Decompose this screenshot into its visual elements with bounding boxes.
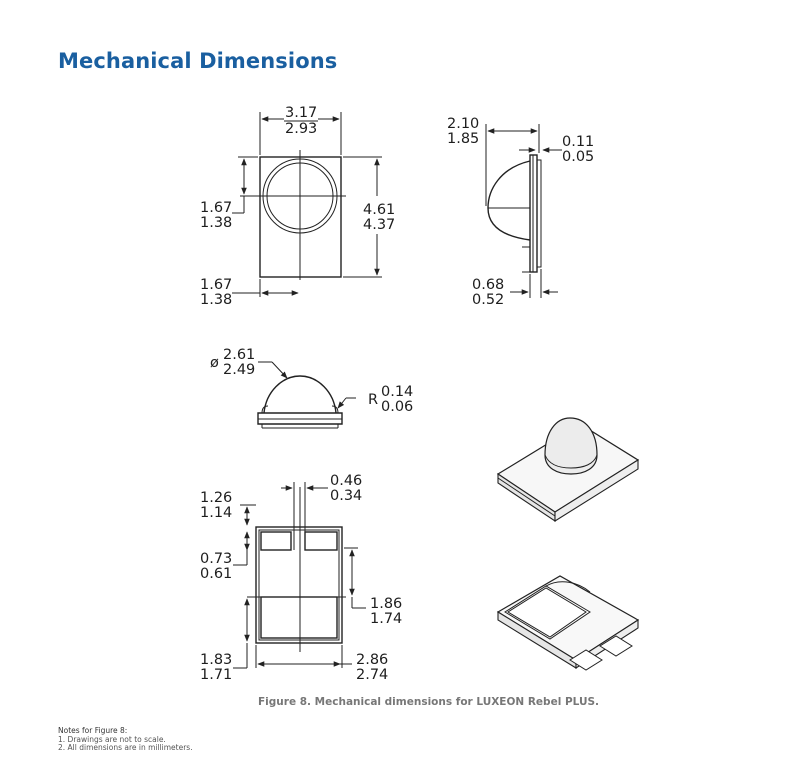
front-view xyxy=(210,347,413,428)
notes-heading: Notes for Figure 8: xyxy=(58,726,128,735)
front-diameter-max: 2.61 xyxy=(223,347,256,363)
side-offset-min: 0.05 xyxy=(562,149,595,165)
bottom-bottom-max: 1.83 xyxy=(200,652,233,668)
top-width-min: 2.93 xyxy=(285,121,318,137)
side-thickness-min: 0.52 xyxy=(472,292,505,308)
top-view xyxy=(200,105,395,308)
side-thickness-max: 0.68 xyxy=(472,277,505,293)
isometric-bottom-view xyxy=(498,576,638,670)
bottom-pad-right xyxy=(305,532,337,550)
side-offset-max: 0.11 xyxy=(562,134,595,150)
side-view xyxy=(447,116,594,308)
bottom-pad-height-min: 0.61 xyxy=(200,566,233,582)
bottom-gap-min: 0.34 xyxy=(330,488,363,504)
bottom-view xyxy=(200,473,402,683)
bottom-width-max: 2.86 xyxy=(356,652,389,668)
top-dome-x-max: 1.67 xyxy=(200,277,233,293)
front-radius-min: 0.06 xyxy=(381,399,414,415)
bottom-view-outline xyxy=(256,527,342,643)
bottom-pad-top-min: 1.14 xyxy=(200,505,233,521)
bottom-thermal-min: 1.74 xyxy=(370,611,403,627)
bottom-pad-left xyxy=(261,532,291,550)
side-overall-min: 1.85 xyxy=(447,131,480,147)
top-dome-x-min: 1.38 xyxy=(200,292,233,308)
front-radius-symbol: R xyxy=(368,392,379,408)
top-dome-y-max: 1.67 xyxy=(200,200,233,216)
page-title: Mechanical Dimensions xyxy=(58,49,338,73)
note-item: 1. Drawings are not to scale. xyxy=(58,734,166,744)
bottom-thermal-pad xyxy=(261,597,337,638)
note-item: 2. All dimensions are in millimeters. xyxy=(58,743,193,752)
bottom-thermal-max: 1.86 xyxy=(370,596,403,612)
bottom-gap-max: 0.46 xyxy=(330,473,363,489)
bottom-width-min: 2.74 xyxy=(356,667,389,683)
isometric-top-view xyxy=(498,418,638,521)
bottom-bottom-min: 1.71 xyxy=(200,667,233,683)
figure-caption: Figure 8. Mechanical dimensions for LUXEON Rebel PLUS. xyxy=(258,696,600,708)
bottom-pad-height-max: 0.73 xyxy=(200,551,233,567)
figure-notes xyxy=(58,727,193,753)
top-width-max: 3.17 xyxy=(285,105,318,121)
bottom-pad-top-max: 1.26 xyxy=(200,490,233,506)
front-diameter-min: 2.49 xyxy=(223,362,256,378)
top-dome-y-min: 1.38 xyxy=(200,215,233,231)
front-diameter-symbol: ø xyxy=(210,355,219,371)
top-height-max: 4.61 xyxy=(363,202,396,218)
side-overall-max: 2.10 xyxy=(447,116,480,132)
top-height-min: 4.37 xyxy=(363,217,396,233)
front-radius-max: 0.14 xyxy=(381,384,414,400)
